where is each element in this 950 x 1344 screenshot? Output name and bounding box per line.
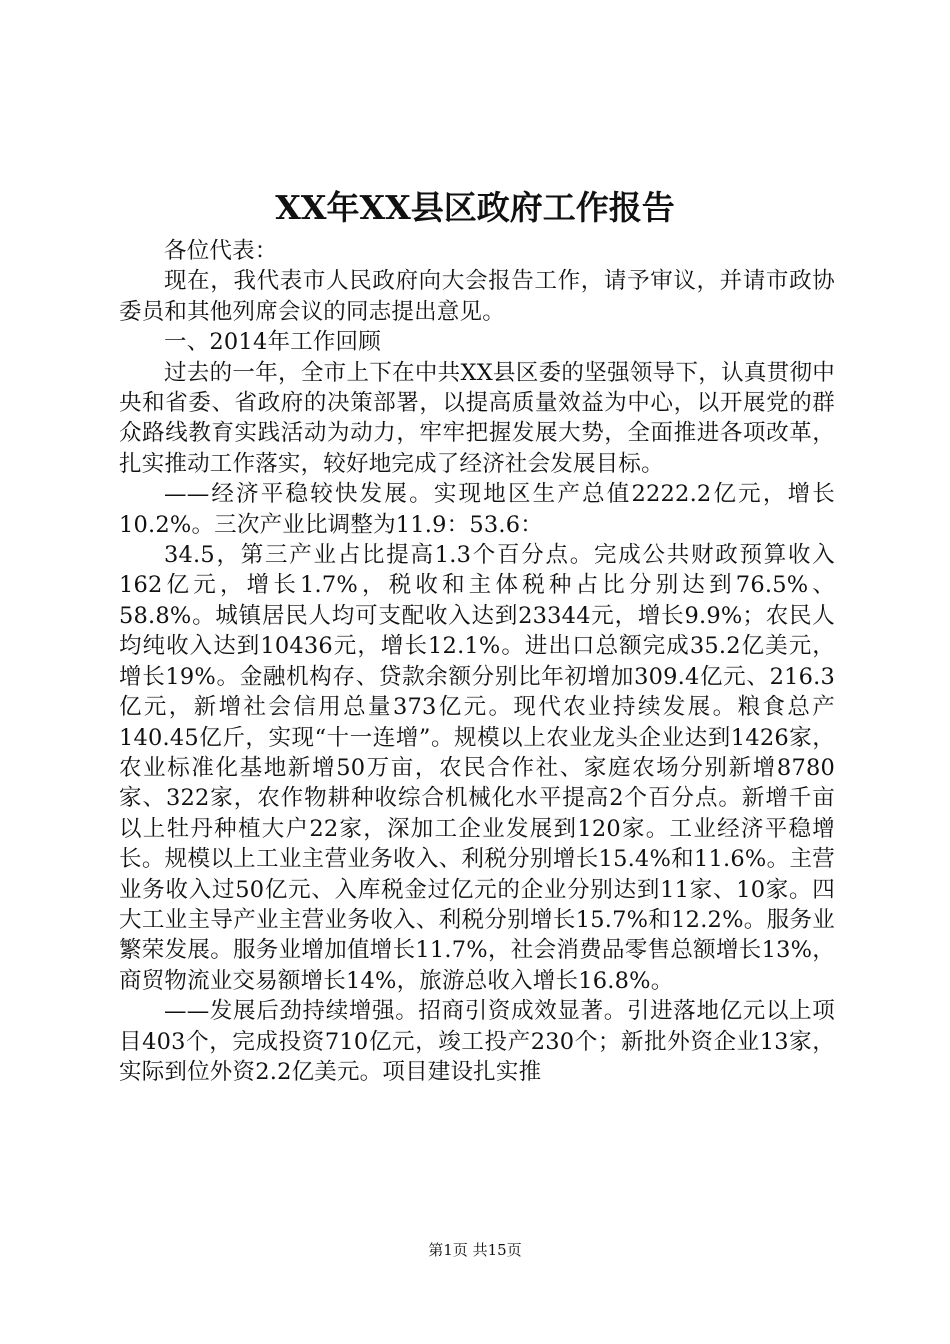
statistics-paragraph: 34.5，第三产业占比提高1.3个百分点。完成公共财政预算收入162亿元，增长1.7%，税收和主体税种占比分别达到76.5%、58.8%。城镇居民人均可支配收入达到23344元，增长9.9%；农民人均纯收入达到10436元，增长12.1%。进出口总额完成35.2亿美元，增长19%。金融机构存、贷款余额分别比年初增加309.4亿元、216.3亿元，新增社会信用总量373亿元。现代农业持续发展。粮食总产140.45亿斤，实现“十一连增”。规模以上农业龙头企业达到1426家，农业标准化基地新增50万亩，农民合作社、家庭农场分别新增8780家、322家，农作物耕种收综合机械化水平提高2个百分点。新增千亩以上牡丹种植大户22家，深加工企业发展到120家。工业经济平稳增长。规模以上工业主营业务收入、利税分别增长15.4%和11.6%。主营业务收入过50亿元、入库税金过亿元的企业分别达到11家、10家。四大工业主导产业主营业务收入、利税分别增长15.7%和12.2%。服务业繁荣发展。服务业增加值增长11.7%，社会消费品零售总额增长13%，商贸物流业交易额增长14%，旅游总收入增长16.8%。 <box>119 542 835 994</box>
opening-paragraph: 现在，我代表市人民政府向大会报告工作，请予审议，并请市政协委员和其他列席会议的同志提出意见。 <box>119 268 835 325</box>
investment-paragraph: ——发展后劲持续增强。招商引资成效显著。引进落地亿元以上项目403个，完成投资710亿元，竣工投产230个；新批外资企业13家，实际到位外资2.2亿美元。项目建设扎实推 <box>119 998 835 1085</box>
document-body <box>119 236 835 1087</box>
salutation-paragraph: 各位代表： <box>164 238 278 264</box>
review-paragraph: 过去的一年，全市上下在中共XX县区委的坚强领导下，认真贯彻中央和省委、省政府的决策部署，以提高质量效益为中心，以开展党的群众路线教育实践活动为动力，牢牢把握发展大势，全面推进各项改革，扎实推动工作落实，较好地完成了经济社会发展目标。 <box>119 359 835 477</box>
document-title: XX年XX县区政府工作报告 <box>275 188 675 227</box>
section-heading: 一、2014年工作回顾 <box>164 329 381 356</box>
economy-paragraph: ——经济平稳较快发展。实现地区生产总值2222.2亿元，增长10.2%。三次产业比调整为11.9：53.6： <box>119 481 835 538</box>
page-indicator: 第1页 共15页 <box>428 1241 522 1259</box>
